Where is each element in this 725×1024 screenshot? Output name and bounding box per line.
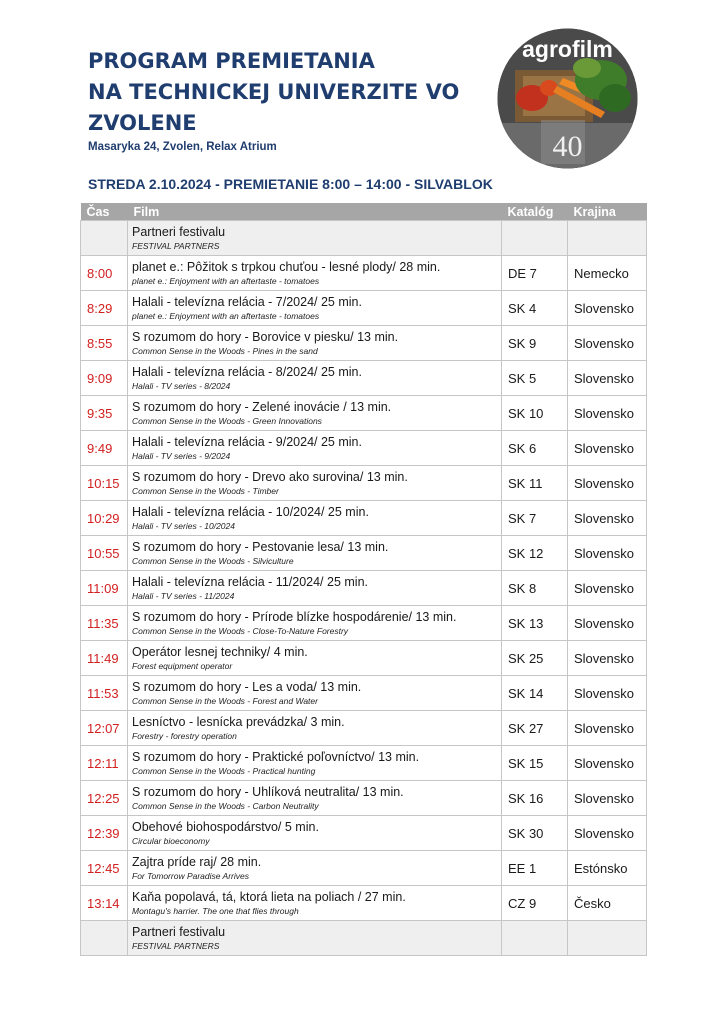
table-row	[81, 711, 647, 746]
country: Slovensko	[568, 396, 647, 431]
country: Slovensko	[568, 501, 647, 536]
catalog-number: DE 7	[502, 256, 568, 291]
screening-time: 9:09	[81, 361, 128, 396]
catalog-number: SK 8	[502, 571, 568, 606]
country: Slovensko	[568, 816, 647, 851]
film-subtitle: Common Sense in the Woods - Silviculture	[132, 556, 294, 566]
country: Slovensko	[568, 746, 647, 781]
screening-time: 12:25	[81, 781, 128, 816]
table-row	[81, 781, 647, 816]
country: Slovensko	[568, 361, 647, 396]
country: Slovensko	[568, 326, 647, 361]
film-title: Kaňa popolavá, tá, ktorá lieta na poliach / 27 min.	[132, 890, 406, 904]
logo-number: 40	[552, 130, 583, 163]
country: Slovensko	[568, 781, 647, 816]
film-subtitle: Forest equipment operator	[132, 661, 233, 671]
table-row	[81, 326, 647, 361]
screening-time: 9:49	[81, 431, 128, 466]
screening-time: 11:09	[81, 571, 128, 606]
country: Slovensko	[568, 711, 647, 746]
catalog-number: SK 16	[502, 781, 568, 816]
screening-time: 10:29	[81, 501, 128, 536]
screening-time: 13:14	[81, 886, 128, 921]
country: Slovensko	[568, 606, 647, 641]
table-row	[81, 746, 647, 781]
country: Slovensko	[568, 536, 647, 571]
table-row	[81, 676, 647, 711]
film-subtitle: Common Sense in the Woods - Close-To-Nature Forestry	[132, 626, 349, 636]
film-subtitle: Common Sense in the Woods - Pines in the sand	[132, 346, 318, 356]
catalog-number: SK 27	[502, 711, 568, 746]
film-subtitle: Common Sense in the Woods - Green Innovations	[132, 416, 322, 426]
catalog-number: SK 5	[502, 361, 568, 396]
catalog-number: SK 6	[502, 431, 568, 466]
day-heading: STREDA 2.10.2024 - PREMIETANIE 8:00 – 14:00 - SILVABLOK	[88, 176, 493, 192]
table-row	[81, 571, 647, 606]
film-subtitle: Montagu's harrier. The one that flies through	[132, 906, 299, 916]
catalog-number: SK 4	[502, 291, 568, 326]
column-header: Katalóg	[502, 203, 568, 221]
film-subtitle: For Tomorrow Paradise Arrives	[132, 871, 249, 881]
partners-subtitle: FESTIVAL PARTNERS	[132, 941, 220, 951]
country: Estónsko	[568, 851, 647, 886]
table-row	[81, 816, 647, 851]
screening-time: 11:35	[81, 606, 128, 641]
film-subtitle: Forestry - forestry operation	[132, 731, 237, 741]
film-title: Lesníctvo - lesnícka prevádzka/ 3 min.	[132, 715, 345, 729]
partners-title: Partneri festivalu	[132, 925, 226, 939]
country: Slovensko	[568, 641, 647, 676]
film-title: Operátor lesnej techniky/ 4 min.	[132, 645, 308, 659]
film-subtitle: Circular bioeconomy	[132, 836, 210, 846]
film-title: S rozumom do hory - Praktické poľovníctvo/ 13 min.	[132, 750, 420, 764]
country: Slovensko	[568, 431, 647, 466]
film-title: S rozumom do hory - Borovice v piesku/ 13 min.	[132, 330, 399, 344]
film-subtitle: Common Sense in the Woods - Carbon Neutrality	[132, 801, 319, 811]
catalog-number: CZ 9	[502, 886, 568, 921]
country: Nemecko	[568, 256, 647, 291]
catalog-number: SK 15	[502, 746, 568, 781]
screening-time: 11:49	[81, 641, 128, 676]
film-title: S rozumom do hory - Prírode blízke hospodárenie/ 13 min.	[132, 610, 457, 624]
catalog-number: SK 13	[502, 606, 568, 641]
film-subtitle: Halali - TV series - 9/2024	[132, 451, 231, 461]
film-title: S rozumom do hory - Pestovanie lesa/ 13 min.	[132, 540, 389, 554]
screening-time: 12:45	[81, 851, 128, 886]
film-subtitle: Halali - TV series - 10/2024	[132, 521, 235, 531]
table-row	[81, 851, 647, 886]
film-title: planet e.: Pôžitok s trpkou chuťou - lesné plody/ 28 min.	[132, 260, 441, 274]
screening-time: 12:11	[81, 746, 128, 781]
film-title: S rozumom do hory - Drevo ako surovina/ 13 min.	[132, 470, 408, 484]
partners-row	[81, 221, 647, 256]
film-title: Halali - televízna relácia - 10/2024/ 25 min.	[132, 505, 369, 519]
catalog-number: SK 11	[502, 466, 568, 501]
table-header-row	[81, 203, 647, 221]
film-subtitle: planet e.: Enjoyment with an aftertaste - tomatoes	[132, 311, 320, 321]
screening-time: 9:35	[81, 396, 128, 431]
title-line: PROGRAM PREMIETANIA	[88, 49, 375, 73]
film-title: S rozumom do hory - Uhlíková neutralita/ 13 min.	[132, 785, 404, 799]
column-header: Krajina	[568, 203, 647, 221]
screening-time: 10:15	[81, 466, 128, 501]
column-header: Film	[128, 203, 502, 221]
country: Slovensko	[568, 466, 647, 501]
table-row	[81, 886, 647, 921]
schedule-table	[80, 203, 647, 956]
country: Slovensko	[568, 571, 647, 606]
catalog-number: EE 1	[502, 851, 568, 886]
table-row	[81, 466, 647, 501]
screening-time: 11:53	[81, 676, 128, 711]
partners-title: Partneri festivalu	[132, 225, 226, 239]
catalog-number: SK 25	[502, 641, 568, 676]
screening-time: 10:55	[81, 536, 128, 571]
screening-time: 12:07	[81, 711, 128, 746]
table-row	[81, 536, 647, 571]
table-row	[81, 256, 647, 291]
film-title: Halali - televízna relácia - 7/2024/ 25 min.	[132, 295, 362, 309]
film-subtitle: Common Sense in the Woods - Practical hunting	[132, 766, 316, 776]
screening-time: 8:55	[81, 326, 128, 361]
film-subtitle: planet e.: Enjoyment with an aftertaste - tomatoes	[132, 276, 320, 286]
page-title	[88, 46, 488, 139]
film-title: Halali - televízna relácia - 9/2024/ 25 min.	[132, 435, 362, 449]
table-row	[81, 606, 647, 641]
table-row	[81, 501, 647, 536]
film-title: Zajtra príde raj/ 28 min.	[132, 855, 262, 869]
table-row	[81, 396, 647, 431]
catalog-number: SK 12	[502, 536, 568, 571]
film-subtitle: Halali - TV series - 8/2024	[132, 381, 231, 391]
partners-row	[81, 921, 647, 956]
country: Slovensko	[568, 291, 647, 326]
column-header: Čas	[81, 203, 128, 221]
film-subtitle: Common Sense in the Woods - Forest and Water	[132, 696, 318, 706]
title-line: ZVOLENE	[88, 111, 197, 135]
film-title: Halali - televízna relácia - 11/2024/ 25 min.	[132, 575, 368, 589]
table-row	[81, 361, 647, 396]
venue-address: Masaryka 24, Zvolen, Relax Atrium	[88, 141, 277, 153]
table-row	[81, 291, 647, 326]
screening-time: 12:39	[81, 816, 128, 851]
catalog-number: SK 10	[502, 396, 568, 431]
film-title: Halali - televízna relácia - 8/2024/ 25 min.	[132, 365, 362, 379]
catalog-number: SK 7	[502, 501, 568, 536]
film-subtitle: Common Sense in the Woods - Timber	[132, 486, 279, 496]
screening-time: 8:29	[81, 291, 128, 326]
country: Slovensko	[568, 676, 647, 711]
title-line: NA TECHNICKEJ UNIVERZITE VO	[88, 80, 460, 104]
catalog-number: SK 14	[502, 676, 568, 711]
table-row	[81, 431, 647, 466]
table-row	[81, 641, 647, 676]
logo-wordmark: agrofilm	[522, 36, 613, 62]
film-title: S rozumom do hory - Zelené inovácie / 13 min.	[132, 400, 392, 414]
catalog-number: SK 9	[502, 326, 568, 361]
agrofilm-logo	[497, 28, 638, 169]
screening-time: 8:00	[81, 256, 128, 291]
catalog-number: SK 30	[502, 816, 568, 851]
partners-subtitle: FESTIVAL PARTNERS	[132, 241, 220, 251]
film-title: Obehové biohospodárstvo/ 5 min.	[132, 820, 319, 834]
film-subtitle: Halali - TV series - 11/2024	[132, 591, 235, 601]
film-title: S rozumom do hory - Les a voda/ 13 min.	[132, 680, 362, 694]
country: Česko	[568, 886, 647, 921]
